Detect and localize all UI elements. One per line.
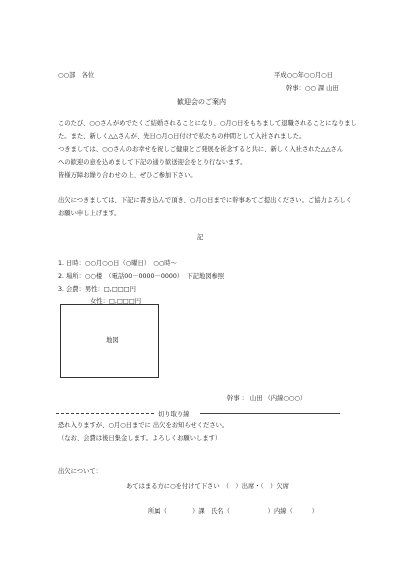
body-line: た。また、新しく△△さんが、先日○月○日付けで私たちの仲間として入社されました。 [58, 133, 306, 140]
body-line: つきましては、○○さんのお幸せを祝しご健康とご発展を祈念すると共に、新しく入社された△△さん [58, 146, 344, 153]
detail-fee-women: 女性：□,□□□円 [90, 298, 141, 305]
map-label: 地図 [106, 337, 119, 344]
document-date: 平成○○年○○月○日 [274, 72, 333, 79]
ki-heading: 記 [197, 234, 204, 241]
cut-line [56, 409, 340, 416]
attendance-instruction: あてはまる方に○を付けて下さい （ ）出席・（ ）欠席 [126, 483, 289, 490]
detail-datetime: 1. 日時：○○月○○日（○曜日） ○○時～ [58, 260, 177, 267]
body-paragraph [58, 117, 358, 182]
document-title: 歓迎会のご案内 [177, 98, 226, 106]
body-line: 皆様万障お繰り合わせの上、ぜひご参加下さい。 [58, 172, 197, 179]
contact-line: 幹事 ： 山田 （内線○○○） [227, 395, 307, 402]
cut-line-right-dash [200, 413, 340, 414]
body-line: への歓迎の意を込めまして下記の通り歓送迎会をとり行ないます。 [58, 159, 247, 166]
detail-fee-men: 3. 会費：男性：□,□□□円 [58, 286, 136, 293]
rsvp-line: 出欠につきましては、下記に書き込んで頂き、○月○日までに幹事あてご提出ください。ご協力よろしく [58, 197, 352, 204]
reply-line-1: 恐れ入りますが、○月○日までに 出欠をお知らせください。 [58, 422, 229, 429]
form-heading: 出欠について： [58, 468, 102, 475]
recipient-line: ○○部 各位 [58, 72, 95, 79]
cut-line-label: 切り取り線 [158, 411, 190, 418]
attendee-fields: 所属（ ）課 氏名（ ）内線（ ） [148, 508, 319, 515]
body-line: このたび、○○さんがめでたくご結婚されることになり、○月○日をもちまして退職されることになりまし [58, 120, 357, 127]
map-box [60, 304, 159, 378]
rsvp-line: お願い申し上げます。 [58, 210, 121, 217]
reply-line-2: （なお、会費は後日集金します。よろしくお願いします） [58, 435, 222, 442]
cut-line-left-dash [56, 413, 154, 414]
rsvp-paragraph [58, 194, 358, 220]
detail-place: 2. 場所：○○楼 （電話00－0000－0000） 下記地図参照 [58, 273, 225, 280]
organizer-line: 幹事：○○ 課 山田 [286, 85, 339, 92]
